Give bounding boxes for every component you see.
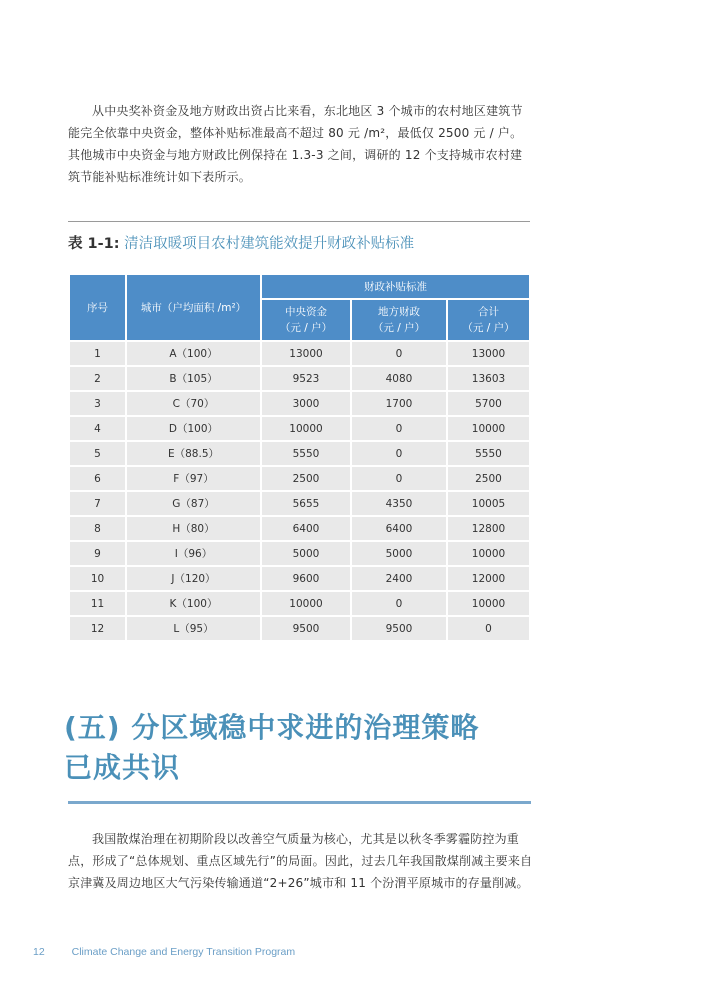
section-heading-line1: (五) 分区域稳中求进的治理策略 <box>64 711 480 744</box>
table-row <box>70 567 529 590</box>
cell-central: 5655 <box>262 492 350 515</box>
cell-central: 10000 <box>262 592 350 615</box>
cell-local: 9500 <box>352 617 446 640</box>
cell-city: B（105） <box>127 367 260 390</box>
cell-local: 0 <box>352 467 446 490</box>
cell-local: 4350 <box>352 492 446 515</box>
cell-city: E（88.5） <box>127 442 260 465</box>
sub-header-label: 中央资金 <box>285 306 327 318</box>
cell-total: 10000 <box>448 417 529 440</box>
table-row <box>70 417 529 440</box>
cell-total: 2500 <box>448 467 529 490</box>
cell-index: 6 <box>70 467 125 490</box>
table-row <box>70 592 529 615</box>
cell-local: 0 <box>352 342 446 365</box>
cell-index: 8 <box>70 517 125 540</box>
page-number: 12 <box>33 946 45 958</box>
page-footer <box>33 946 295 958</box>
cell-total: 0 <box>448 617 529 640</box>
table-caption <box>68 232 414 253</box>
cell-total: 5700 <box>448 392 529 415</box>
cell-local: 2400 <box>352 567 446 590</box>
cell-local: 0 <box>352 592 446 615</box>
cell-central: 10000 <box>262 417 350 440</box>
cell-index: 12 <box>70 617 125 640</box>
section-heading-line2: 已成共识 <box>64 751 181 784</box>
cell-city: K（100） <box>127 592 260 615</box>
cell-city: H（80） <box>127 517 260 540</box>
cell-local: 6400 <box>352 517 446 540</box>
cell-central: 2500 <box>262 467 350 490</box>
table-row <box>70 467 529 490</box>
sub-header-label: 地方财政 <box>378 306 420 318</box>
cell-index: 4 <box>70 417 125 440</box>
table-row <box>70 442 529 465</box>
cell-city: G（87） <box>127 492 260 515</box>
cell-index: 2 <box>70 367 125 390</box>
sub-header-unit: （元 / 户） <box>279 322 333 334</box>
cell-total: 13000 <box>448 342 529 365</box>
cell-city: C（70） <box>127 392 260 415</box>
table-caption-title: 清洁取暖项目农村建筑能效提升财政补贴标准 <box>124 236 415 252</box>
program-name: Climate Change and Energy Transition Program <box>71 946 296 958</box>
table-row <box>70 342 529 365</box>
table-body <box>70 342 529 640</box>
sub-header <box>352 300 446 340</box>
intro-paragraph: 从中央奖补资金及地方财政出资占比来看，东北地区 3 个城市的农村地区建筑节能完全依靠中央资金，整体补贴标准最高不超过 80 元 /m²，最低仅 2500 元 / 户。其他城市中央资金与地方财政比例保持在 1.3-3 之间，调研的 12 个支持城市农村建筑节能补贴标准统计如下表所示。 <box>68 104 523 184</box>
cell-index: 9 <box>70 542 125 565</box>
cell-city: D（100） <box>127 417 260 440</box>
sub-header-unit: （元 / 户） <box>462 322 515 334</box>
cell-central: 9600 <box>262 567 350 590</box>
table-row <box>70 517 529 540</box>
subsidy-table <box>68 273 531 642</box>
cell-total: 13603 <box>448 367 529 390</box>
cell-index: 5 <box>70 442 125 465</box>
cell-local: 1700 <box>352 392 446 415</box>
cell-index: 1 <box>70 342 125 365</box>
cell-total: 12000 <box>448 567 529 590</box>
cell-central: 9523 <box>262 367 350 390</box>
sub-header <box>448 300 529 340</box>
header-index: 序号 <box>70 275 125 340</box>
sub-header-label: 合计 <box>478 306 499 318</box>
cell-central: 3000 <box>262 392 350 415</box>
table-row <box>70 392 529 415</box>
cell-city: A（100） <box>127 342 260 365</box>
cell-city: J（120） <box>127 567 260 590</box>
cell-central: 9500 <box>262 617 350 640</box>
body-paragraph: 我国散煤治理在初期阶段以改善空气质量为核心，尤其是以秋冬季雾霾防控为重点，形成了“总体规划、重点区域先行”的局面。因此，过去几年我国散煤削减主要来自京津冀及周边地区大气污染传输通道“2+26”城市和 11 个汾渭平原城市的存量削减。 <box>68 832 533 890</box>
cell-central: 6400 <box>262 517 350 540</box>
cell-total: 10005 <box>448 492 529 515</box>
cell-city: L（95） <box>127 617 260 640</box>
cell-central: 5000 <box>262 542 350 565</box>
cell-total: 10000 <box>448 542 529 565</box>
header-city: 城市（户均面积 /m²） <box>127 275 260 340</box>
sub-header <box>262 300 350 340</box>
cell-local: 0 <box>352 442 446 465</box>
cell-central: 5550 <box>262 442 350 465</box>
cell-local: 4080 <box>352 367 446 390</box>
sub-header-unit: （元 / 户） <box>372 322 426 334</box>
cell-total: 12800 <box>448 517 529 540</box>
cell-city: F（97） <box>127 467 260 490</box>
cell-local: 0 <box>352 417 446 440</box>
table-row <box>70 492 529 515</box>
table-row <box>70 542 529 565</box>
cell-index: 3 <box>70 392 125 415</box>
table-row <box>70 617 529 640</box>
cell-local: 5000 <box>352 542 446 565</box>
cell-total: 5550 <box>448 442 529 465</box>
cell-central: 13000 <box>262 342 350 365</box>
cell-total: 10000 <box>448 592 529 615</box>
cell-index: 11 <box>70 592 125 615</box>
section-divider <box>68 801 531 804</box>
table-row <box>70 367 529 390</box>
header-subsidy-group: 财政补贴标准 <box>262 275 529 298</box>
cell-index: 10 <box>70 567 125 590</box>
section-heading <box>64 708 534 788</box>
table-caption-number: 表 1-1: <box>68 236 120 252</box>
caption-top-rule <box>68 221 530 222</box>
cell-city: I（96） <box>127 542 260 565</box>
cell-index: 7 <box>70 492 125 515</box>
